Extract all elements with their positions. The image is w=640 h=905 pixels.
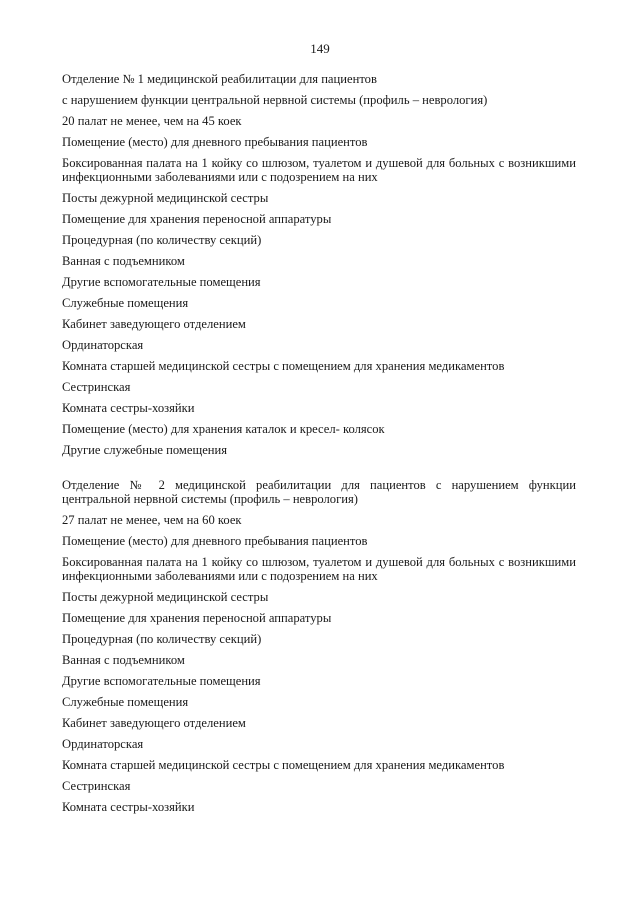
section-2-item: Комната старшей медицинской сестры с помещением для хранения медикаментов [62, 758, 505, 772]
section-1-item: Ординаторская [62, 338, 144, 352]
page-number: 149 [310, 41, 330, 56]
section-1-item: Посты дежурной медицинской сестры [62, 191, 269, 205]
section-2-item: Помещение (место) для дневного пребывания пациентов [62, 534, 368, 548]
section-1-item: Служебные помещения [62, 296, 189, 310]
section-1-item: Кабинет заведующего отделением [62, 317, 246, 331]
section-2-item: Отделение № 2 медицинской реабилитации для пациентов с нарушением функции центральной нервной системы (профиль – неврология) [62, 478, 576, 506]
section-2-item: Боксированная палата на 1 койку со шлюзом, туалетом и душевой для больных с возникшими инфекционными заболеваниями или с подозрением на них [62, 555, 576, 583]
section-1-item: Помещение (место) для хранения каталок и кресел- колясок [62, 422, 385, 436]
section-1-item: с нарушением функции центральной нервной системы (профиль – неврология) [62, 93, 488, 107]
section-1-item: Другие служебные помещения [62, 443, 228, 457]
section-department-2 [62, 478, 576, 814]
section-2-item: Ординаторская [62, 737, 144, 751]
section-1-item: Комната сестры-хозяйки [62, 401, 195, 415]
section-1-item: Помещение (место) для дневного пребывания пациентов [62, 135, 368, 149]
section-1-item: Процедурная (по количеству секций) [62, 233, 262, 247]
section-1-item: Ванная с подъемником [62, 254, 185, 268]
section-1-item: Сестринская [62, 380, 131, 394]
document-body [62, 72, 576, 821]
section-2-item: Ванная с подъемником [62, 653, 185, 667]
section-2-item: Сестринская [62, 779, 131, 793]
section-2-item: 27 палат не менее, чем на 60 коек [62, 513, 242, 527]
section-1-item: Помещение для хранения переносной аппаратуры [62, 212, 332, 226]
section-2-item: Кабинет заведующего отделением [62, 716, 246, 730]
section-2-item: Помещение для хранения переносной аппаратуры [62, 611, 332, 625]
section-1-item: Другие вспомогательные помещения [62, 275, 261, 289]
section-2-item: Служебные помещения [62, 695, 189, 709]
section-1-item: Отделение № 1 медицинской реабилитации для пациентов [62, 72, 377, 86]
section-spacer [62, 464, 576, 478]
section-2-item: Процедурная (по количеству секций) [62, 632, 262, 646]
section-2-item: Комната сестры-хозяйки [62, 800, 195, 814]
section-1-item: Комната старшей медицинской сестры с помещением для хранения медикаментов [62, 359, 505, 373]
section-2-item: Посты дежурной медицинской сестры [62, 590, 269, 604]
section-2-item: Другие вспомогательные помещения [62, 674, 261, 688]
section-department-1 [62, 72, 576, 457]
section-1-item: Боксированная палата на 1 койку со шлюзом, туалетом и душевой для больных с возникшими инфекционными заболеваниями или с подозрением на них [62, 156, 576, 184]
section-1-item: 20 палат не менее, чем на 45 коек [62, 114, 242, 128]
